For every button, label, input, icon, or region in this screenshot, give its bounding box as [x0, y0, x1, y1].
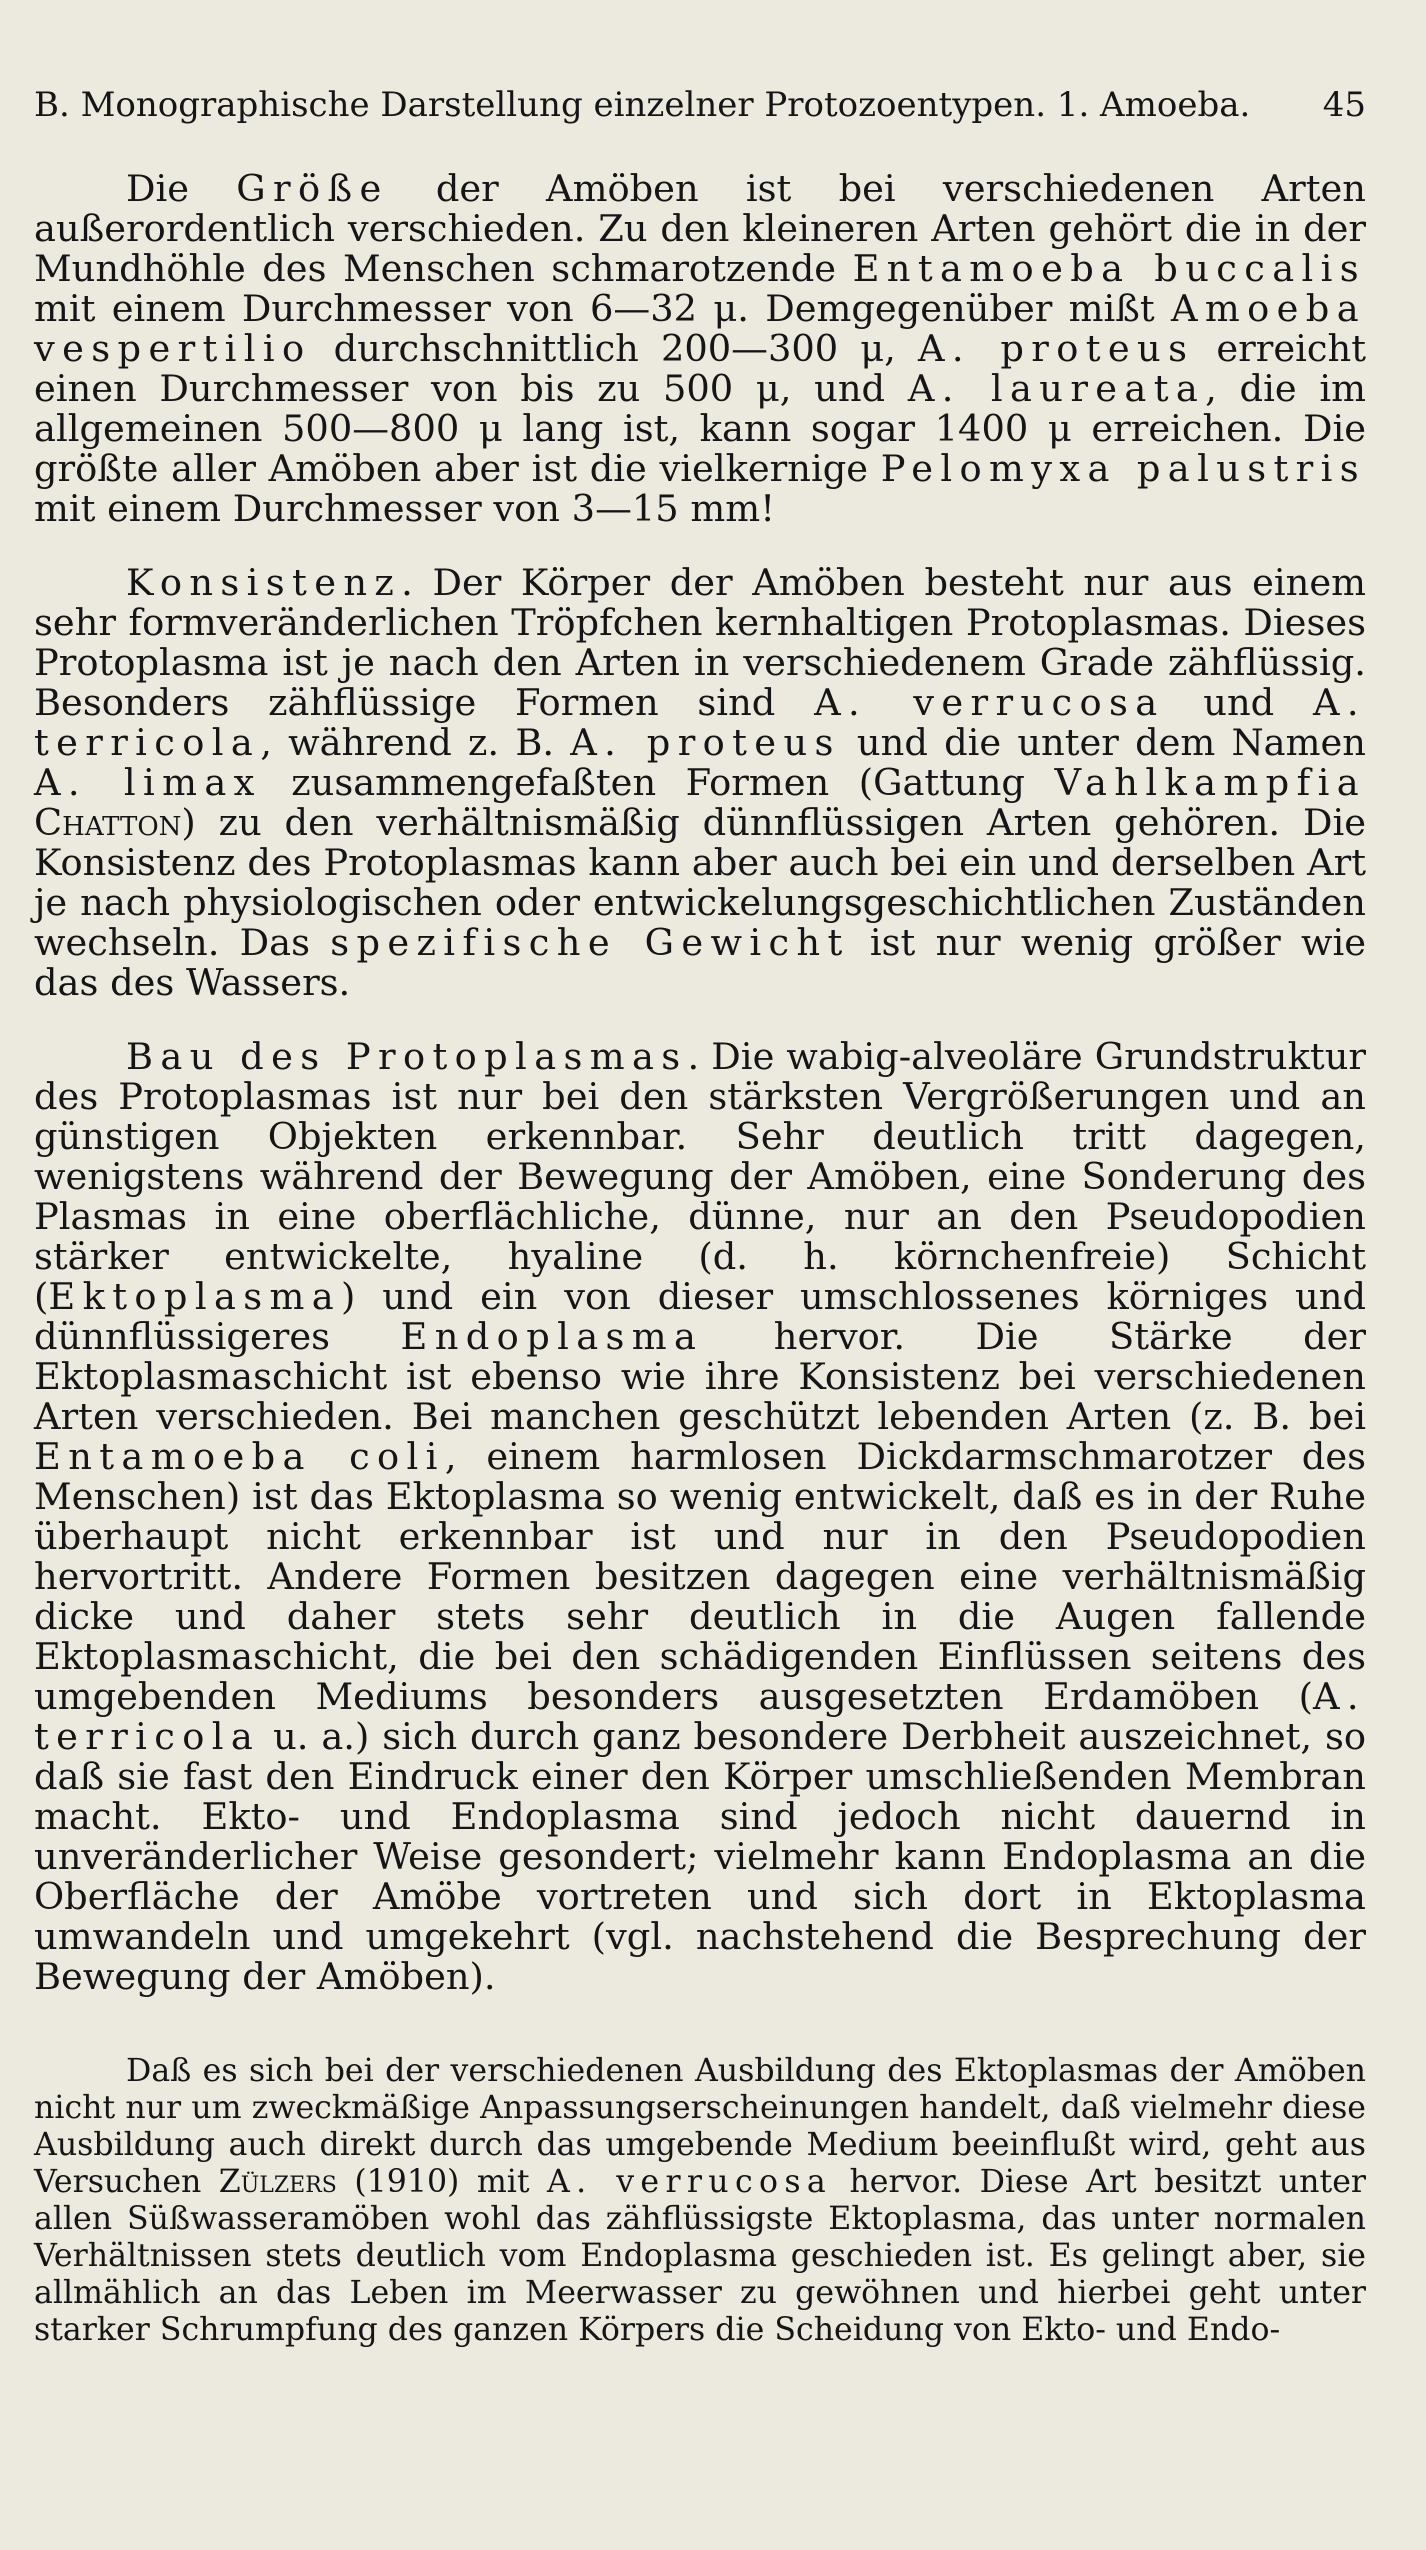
text-run: ist nur wenig größer wie das des Wassers. [34, 921, 1366, 1004]
text-run: erreicht einen Durchmesser von bis zu 500 μ, und [34, 327, 1367, 410]
text-run: Daß es sich bei der verschiedenen Ausbildung des Ektoplasmas der Amöben nicht nur um zweckmäßige Anpassungserscheinungen handelt, daß vielmehr diese Ausbildung auch direkt durch das umgebende Medium beeinflußt wird, geht aus Versuchen [34, 2053, 1366, 2200]
text-run: u. a.) sich durch ganz besondere Derbheit auszeichnet, so daß sie fast den Eindruck einer den Körper umschließenden Membran macht. Ekto- und Endoplasma sind jedoch nicht dauernd in unveränderlicher Weise gesondert; vielmehr kann Endoplasma an die Oberfläche der Amöbe vortreten und sich dort in Ektoplasma umwandeln und umgekehrt (vgl. nachstehend die Besprechung der Bewegung der Amöben). [34, 1715, 1366, 1998]
text-run: Die [126, 167, 237, 210]
text-run: ) und ein von dieser umschlossenes körniges und dünnflüssigeres [34, 1275, 1366, 1358]
emphasized-term: A. verrucosa [814, 681, 1165, 724]
emphasized-term: A. proteus [570, 721, 841, 764]
paragraph-small-print [34, 2053, 1366, 2349]
text-run: mit einem Durchmesser von 3—15 mm! [34, 487, 775, 530]
emphasized-term: Entamoeba buccalis [852, 247, 1367, 290]
emphasized-term: A. proteus [917, 327, 1195, 370]
emphasized-term: A. terricola [34, 1675, 1366, 1758]
emphasized-term: Ektoplasma [48, 1275, 342, 1318]
emphasized-term: Amoeba vespertilio [34, 287, 1366, 370]
text-run: (1910) mit [336, 2164, 548, 2200]
paragraph-size [34, 169, 1366, 529]
text-run: durchschnittlich 200—300 μ, [311, 327, 918, 370]
emphasized-term: spezifische Gewicht [330, 921, 850, 964]
text-run: . Der Körper der Amöben besteht nur aus einem sehr formveränderlichen Tröpfchen kernhaltigen Protoplasmas. Dieses Protoplasma ist je nach den Arten in verschiedenem Grade zähflüssig. Besonders zähflüssige Formen sind [34, 561, 1366, 724]
author-name: Zülzers [218, 2164, 337, 2200]
author-name: Chatton [34, 801, 182, 844]
page-number: 45 [1322, 85, 1366, 125]
emphasized-term: Endoplasma [400, 1315, 704, 1358]
text-run: , während z. B. [260, 721, 571, 764]
emphasized-term: A. verrucosa [547, 2164, 833, 2200]
emphasized-term: A. laureata [907, 367, 1206, 410]
emphasized-term: A. limax [34, 761, 262, 804]
main-text [34, 169, 1366, 1997]
paragraph-protoplasm-structure [34, 1037, 1366, 1997]
text-run: . Die wabig-alveoläre Grundstruktur des Protoplasmas ist nur bei den stärksten Vergrößerungen und an günstigen Objekten erkennbar. Sehr deutlich tritt dagegen, wenigstens während der Bewegung der Amöben, eine Sonderung des Plasmas in eine oberflächliche, dünne, nur an den Pseudopodien stärker entwickelte, hyaline (d. h. körnchenfreie) Schicht ( [34, 1035, 1366, 1318]
running-head [34, 85, 1366, 125]
emphasized-term: Vahlkampfia [1054, 761, 1367, 804]
paragraph-consistency [34, 563, 1366, 1003]
emphasized-term: Pelomyxa palustris [880, 447, 1366, 490]
text-run: mit einem Durchmesser von 6—32 μ. Demgegenüber mißt [34, 287, 1171, 330]
text-run: , einem harmlosen Dickdarmschmarotzer des Menschen) ist das Ektoplasma so wenig entwickelt, daß es in der Ruhe überhaupt nicht erkennbar ist und nur in den Pseudopodien hervortritt. Andere Formen besitzen dagegen eine verhältnismäßig dicke und daher stets sehr deutlich in die Augen fallende Ektoplasmaschicht, die bei den schädigenden Einflüssen seitens des umgebenden Mediums besonders ausgesetzten Erdamöben ( [34, 1435, 1367, 1718]
text-run: der Amöben ist bei verschiedenen Arten außerordentlich verschieden. Zu den kleineren Arten gehört die in der Mundhöhle des Menschen schmarotzende [34, 167, 1366, 290]
text-run: hervor. Die Stärke der Ektoplasmaschicht ist ebenso wie ihre Konsistenz bei verschiedenen Arten verschieden. Bei manchen geschützt lebenden Arten (z. B. bei [34, 1315, 1366, 1438]
text-run: , die im allgemeinen 500—800 μ lang ist, kann sogar 1400 μ erreichen. Die größte aller Amöben aber ist die vielkernige [34, 367, 1366, 490]
small-print-section [34, 2053, 1366, 2349]
running-head-title: B. Monographische Darstellung einzelner Protozoentypen. 1. Amoeba. [34, 85, 1251, 125]
emphasized-term: Entamoeba coli [34, 1435, 445, 1478]
text-run: hervor. Diese Art besitzt unter allen Süßwasseramöben wohl das zähflüssigste Ektoplasma, das unter normalen Verhältnissen stets deutlich vom Endoplasma geschieden ist. Es gelingt aber, sie allmählich an das Leben im Meerwasser zu gewöhnen und hierbei geht unter starker Schrumpfung des ganzen Körpers die Scheidung von Ekto- und Endo- [34, 2164, 1366, 2348]
emphasized-term: Bau des Protoplasmas [126, 1035, 688, 1078]
text-run: zusammengefaßten Formen (Gattung [261, 761, 1055, 804]
text-run: und [1164, 681, 1313, 724]
text-run: und die unter dem Namen [840, 721, 1366, 764]
emphasized-term: Größe [236, 167, 389, 210]
emphasized-term: Konsistenz [126, 561, 402, 604]
text-run: ) zu den verhältnismäßig dünnflüssigen Arten gehören. Die Konsistenz des Protoplasmas kann aber auch bei ein und derselben Art je nach physiologischen oder entwickelungsgeschichtlichen Zuständen wechseln. Das [34, 801, 1366, 964]
emphasized-term: A. terricola [34, 681, 1366, 764]
